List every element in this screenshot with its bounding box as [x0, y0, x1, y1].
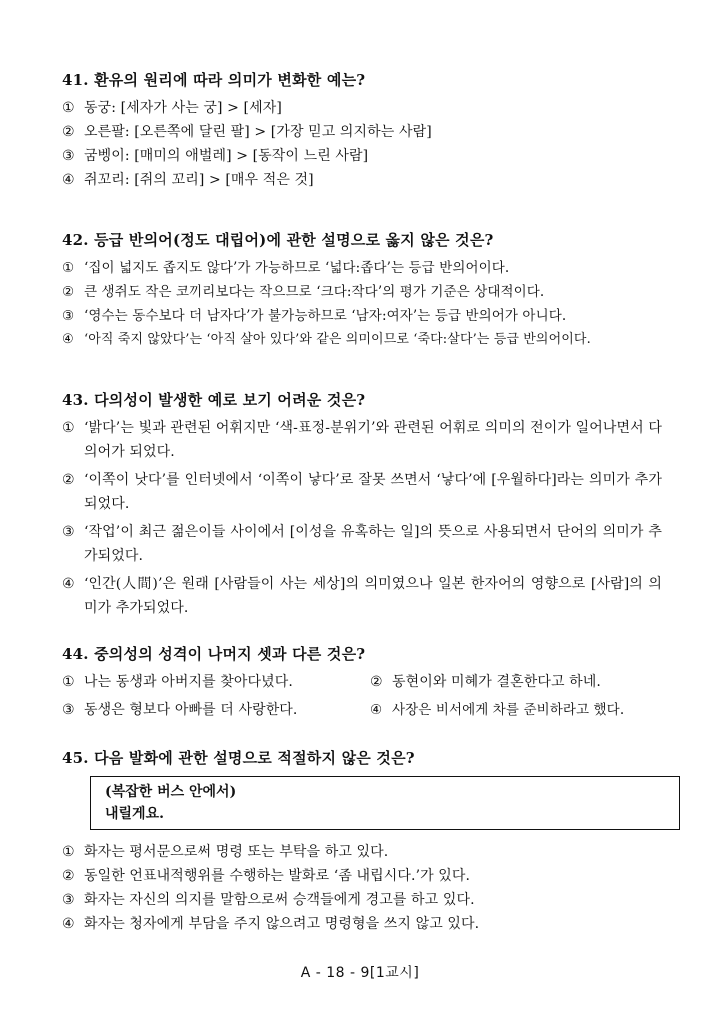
option-1 [62, 256, 662, 280]
option-number: ④ [370, 702, 383, 718]
option-number: ③ [62, 524, 75, 540]
page-footer: A - 18 - 9[1교시] [300, 965, 420, 981]
question-title: 45. 다음 발화에 관한 설명으로 적절하지 않은 것은? [62, 749, 415, 767]
question-44 [62, 644, 662, 726]
option-number: ③ [62, 702, 75, 718]
option-number: ④ [62, 916, 75, 932]
option-text: 동궁: [세자가 사는 궁] > [세자] [84, 100, 282, 116]
option-number: ③ [62, 892, 75, 908]
box-utterance: 내릴게요. [105, 806, 164, 822]
question-title: 41. 환유의 원리에 따라 의미가 변화한 예는? [62, 71, 366, 89]
option-number: ④ [62, 576, 75, 592]
option-text: ‘아직 죽지 않았다’는 ‘아직 살아 있다’와 같은 의미이므로 ‘죽다:살다’는 등급 반의어이다. [84, 332, 591, 347]
option-number: ② [62, 472, 75, 488]
option-2 [62, 120, 662, 144]
dialogue-box [90, 776, 680, 830]
option-text: 오른팔: [오른쪽에 달린 팔] > [가장 믿고 의지하는 사람] [84, 124, 432, 140]
option-2 [62, 280, 662, 304]
option-row [62, 698, 662, 726]
option-text: 굼벵이: [매미의 애벌레] > [동작이 느린 사람] [84, 148, 369, 164]
option-number: ② [62, 284, 75, 300]
option-2 [62, 864, 662, 888]
option-number: ② [62, 124, 75, 140]
option-text: 쥐꼬리: [쥐의 꼬리] > [매우 적은 것] [84, 172, 314, 188]
question-title: 42. 등급 반의어(정도 대립어)에 관한 설명으로 옳지 않은 것은? [62, 231, 494, 249]
question-45 [62, 748, 662, 936]
option-number: ② [62, 868, 75, 884]
question-43 [62, 390, 662, 620]
option-number: ③ [62, 148, 75, 164]
option-number: ② [370, 674, 383, 690]
option-text: ‘집이 넓지도 좁지도 않다’가 가능하므로 ‘넓다:좁다’는 등급 반의어이다. [84, 260, 510, 276]
option-1 [62, 416, 662, 464]
option-3 [62, 304, 662, 328]
option-text: 큰 생쥐도 작은 코끼리보다는 작으므로 ‘크다:작다’의 평가 기준은 상대적이다. [84, 284, 545, 300]
option-text: 동일한 언표내적행위를 수행하는 발화로 ‘좀 내립시다.’가 있다. [84, 868, 471, 884]
option-text: 화자는 청자에게 부담을 주지 않으려고 명령형을 쓰지 않고 있다. [84, 916, 480, 932]
option-number: ④ [62, 332, 74, 347]
option-4 [62, 328, 662, 352]
option-text: ‘이쪽이 낫다’를 인터넷에서 ‘이쪽이 낳다’로 잘못 쓰면서 ‘낳다’에 [우월하다]라는 의미가 추가되었다. [84, 472, 662, 512]
box-context: (복잡한 버스 안에서) [105, 784, 237, 800]
option-number: ③ [62, 308, 75, 324]
option-number: ① [62, 844, 75, 860]
option-4 [370, 698, 624, 722]
option-1 [62, 840, 662, 864]
option-text: ‘인간(人間)’은 원래 [사람들이 사는 세상]의 의미였으나 일본 한자어의 영향으로 [사람]의 의미가 추가되었다. [84, 576, 662, 616]
option-text: 사장은 비서에게 차를 준비하라고 했다. [392, 702, 625, 718]
option-2 [370, 670, 601, 694]
option-3 [62, 888, 662, 912]
option-number: ① [62, 420, 75, 436]
option-2 [62, 468, 662, 516]
option-3 [62, 520, 662, 568]
option-1 [62, 670, 293, 694]
option-4 [62, 168, 662, 192]
option-number: ① [62, 674, 75, 690]
option-3 [62, 144, 662, 168]
option-number: ④ [62, 172, 75, 188]
option-text: 동생은 형보다 아빠를 더 사랑한다. [84, 702, 298, 718]
option-number: ① [62, 260, 75, 276]
option-3 [62, 698, 298, 722]
option-text: 화자는 자신의 의지를 말함으로써 승객들에게 경고를 하고 있다. [84, 892, 475, 908]
option-1 [62, 96, 662, 120]
option-text: ‘작업’이 최근 젊은이들 사이에서 [이성을 유혹하는 일]의 뜻으로 사용되면서 단어의 의미가 추가되었다. [84, 524, 662, 564]
question-41 [62, 70, 662, 192]
option-text: 동현이와 미혜가 결혼한다고 하네. [392, 674, 601, 690]
question-42 [62, 230, 662, 352]
question-title: 43. 다의성이 발생한 예로 보기 어려운 것은? [62, 391, 366, 409]
option-row [62, 670, 662, 698]
question-title: 44. 중의성의 성격이 나머지 셋과 다른 것은? [62, 645, 366, 663]
option-number: ① [62, 100, 75, 116]
option-4 [62, 912, 662, 936]
option-text: ‘밝다’는 빛과 관련된 어휘지만 ‘색-표정-분위기’와 관련된 어휘로 의미의 전이가 일어나면서 다의어가 되었다. [84, 420, 662, 460]
option-text: ‘영수는 동수보다 더 남자다’가 불가능하므로 ‘남자:여자’는 등급 반의어가 아니다. [84, 308, 567, 324]
option-text: 나는 동생과 아버지를 찾아다녔다. [84, 674, 293, 690]
option-4 [62, 572, 662, 620]
option-text: 화자는 평서문으로써 명령 또는 부탁을 하고 있다. [84, 844, 389, 860]
